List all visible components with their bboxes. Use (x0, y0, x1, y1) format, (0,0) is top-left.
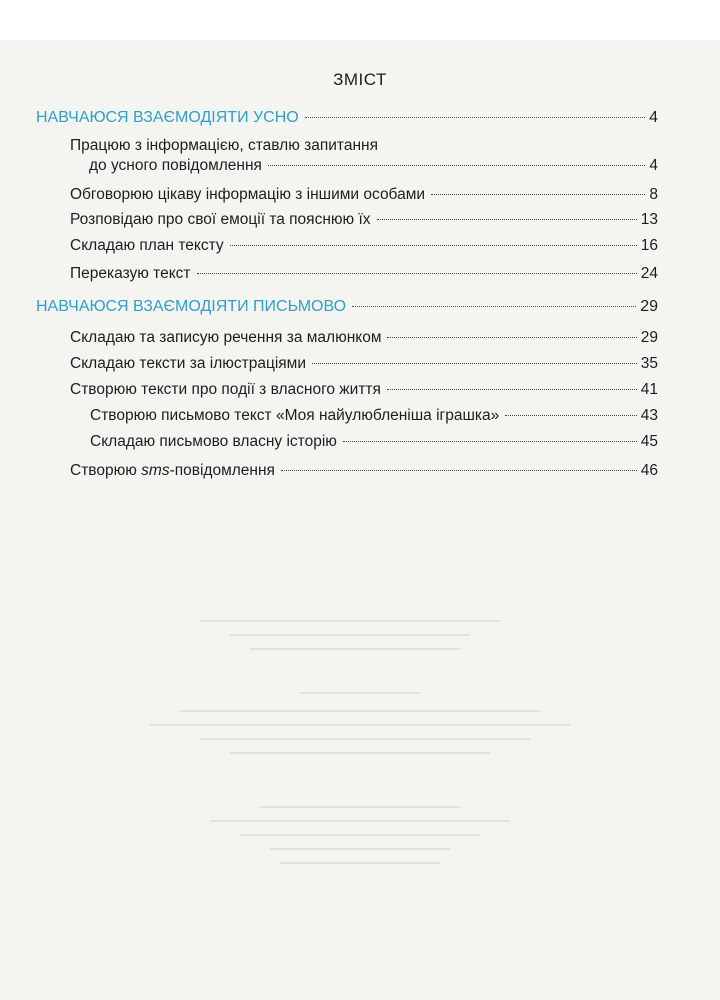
dot-leader (377, 219, 637, 220)
toc-entry-page: 35 (640, 355, 658, 372)
dot-leader (230, 245, 637, 246)
toc-subentry[interactable] (90, 432, 658, 452)
dot-leader (343, 441, 637, 442)
toc-entry[interactable] (70, 264, 658, 284)
toc-entry[interactable] (70, 380, 658, 400)
document-page (0, 40, 720, 1000)
toc-entry-label: Створюю письмово текст «Моя найулюбленіша іграшка» (90, 407, 500, 424)
dot-leader (197, 273, 637, 274)
toc-entry-label: Складаю план тексту (70, 237, 224, 254)
toc-entry-label (70, 461, 275, 481)
toc-entry[interactable] (70, 328, 658, 348)
toc-entry-page: 8 (649, 186, 658, 203)
toc-entry-label-line1: Працюю з інформацією, ставлю запитання (70, 137, 378, 154)
toc-entry-page: 41 (640, 381, 658, 398)
toc-title: ЗМІСТ (333, 70, 387, 89)
dot-leader (281, 470, 637, 471)
toc-entry-label: Переказую текст (70, 265, 191, 282)
dot-leader (431, 194, 645, 195)
toc-entry-label: Складаю та записую речення за малюнком (70, 329, 382, 346)
toc-entry-label: Складаю письмово власну історію (90, 433, 337, 450)
toc-section-written[interactable] (36, 297, 658, 317)
toc-entry-label: Складаю тексти за ілюстраціями (70, 355, 306, 372)
dot-leader (305, 117, 645, 118)
toc-entry-page: 4 (649, 109, 658, 126)
toc-entry-page: 46 (640, 462, 658, 479)
toc-entry-label: Розповідаю про свої емоції та пояснюю їх (70, 211, 371, 228)
toc-entry-page: 29 (640, 298, 658, 315)
toc-entry-page: 45 (640, 433, 658, 450)
toc-entry-label: Обговорюю цікаву інформацію з іншими особами (70, 186, 426, 203)
toc-entry-label: Створюю тексти про події з власного життя (70, 381, 381, 398)
toc-entry-label: НАВЧАЮСЯ ВЗАЄМОДІЯТИ ПИСЬМОВО (36, 298, 347, 315)
toc-entry[interactable] (70, 136, 658, 176)
label-suffix: -повідомлення (169, 462, 275, 479)
toc-entry-page: 13 (640, 211, 658, 228)
toc-entry[interactable] (70, 236, 658, 256)
toc-entry-label-line2: до усного повідомлення (89, 157, 262, 174)
dot-leader (352, 306, 636, 307)
toc-entry[interactable] (70, 461, 658, 481)
label-italic: sms (141, 462, 170, 479)
dot-leader (505, 415, 637, 416)
toc-entry[interactable] (70, 354, 658, 374)
toc-entry-page: 4 (649, 157, 658, 174)
toc-section-oral[interactable] (36, 108, 658, 128)
toc-entry-page: 29 (640, 329, 658, 346)
dot-leader (268, 165, 645, 166)
dot-leader (312, 363, 637, 364)
toc-entry-page: 24 (640, 265, 658, 282)
toc-entry-page: 16 (640, 237, 658, 254)
toc-entry[interactable] (70, 210, 658, 230)
bleed-through-texture (0, 600, 720, 920)
toc-subentry[interactable] (90, 406, 658, 426)
label-prefix: Створюю (70, 462, 142, 479)
dot-leader (387, 337, 636, 338)
toc-entry[interactable] (70, 185, 658, 205)
toc-entry-label: НАВЧАЮСЯ ВЗАЄМОДІЯТИ УСНО (36, 109, 299, 126)
dot-leader (387, 389, 637, 390)
toc-entry-page: 43 (640, 407, 658, 424)
